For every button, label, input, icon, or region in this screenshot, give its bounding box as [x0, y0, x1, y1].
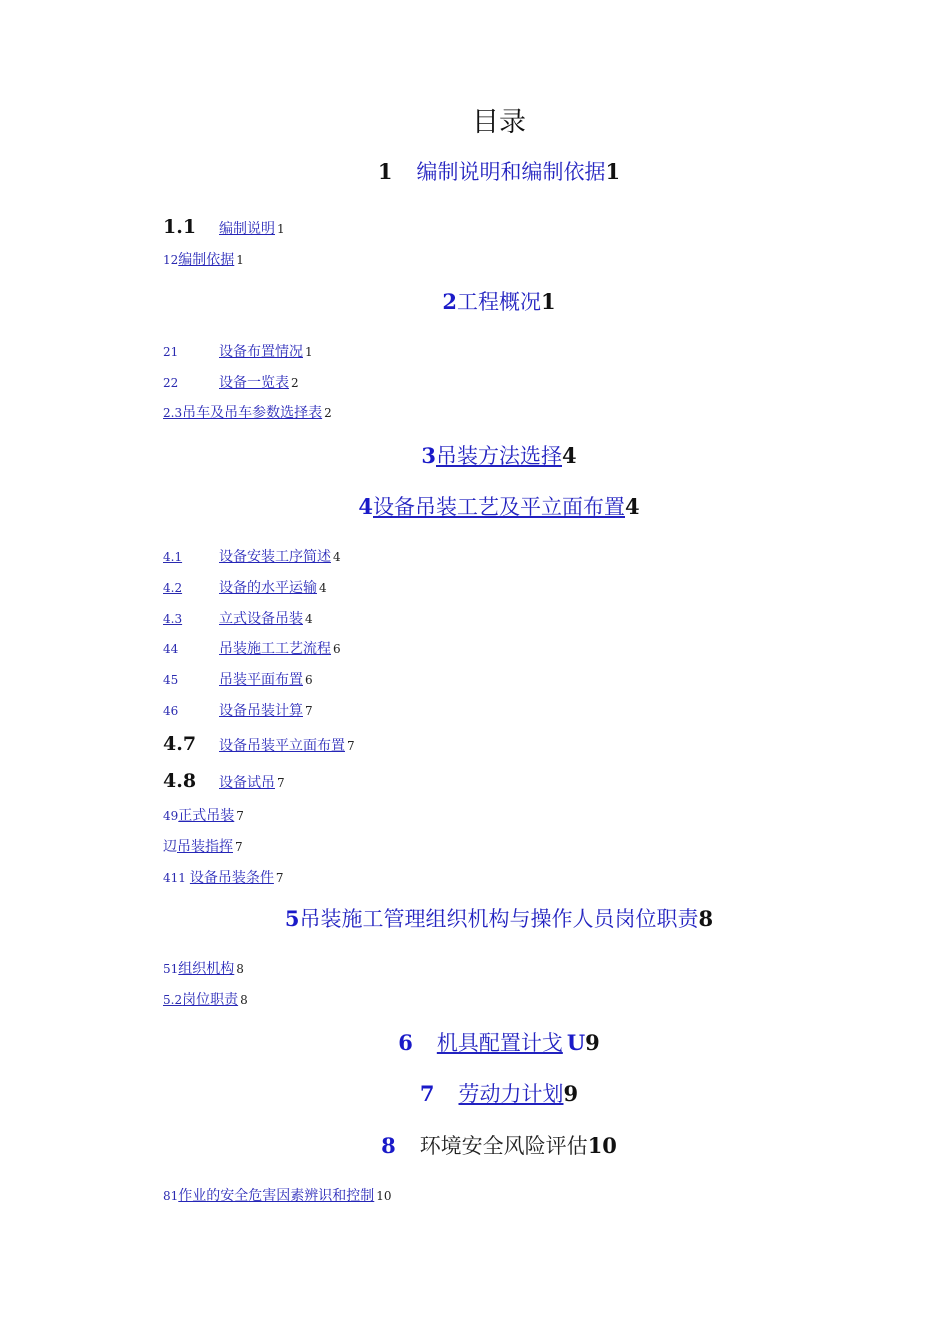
toc-entry-1[interactable]	[0, 156, 950, 186]
toc-entry-8-1[interactable]	[163, 1187, 392, 1205]
toc-entry-number: 22	[163, 376, 179, 390]
toc-entry-link[interactable]: 吊装平面布置	[219, 672, 303, 688]
toc-entry-5-1[interactable]	[163, 960, 244, 978]
toc-entry-link[interactable]: 吊车及吊车参数选择表	[182, 405, 323, 421]
toc-entry-number: 辺	[163, 839, 177, 855]
toc-entry-6[interactable]	[0, 1027, 950, 1057]
toc-entry-page: 7	[277, 776, 285, 790]
toc-entry-page: 1	[305, 345, 313, 359]
toc-entry-page: 4	[305, 612, 313, 626]
toc-entry-8[interactable]	[0, 1130, 950, 1160]
toc-entry-number: 8	[381, 1133, 396, 1158]
toc-entry-link[interactable]: 吊装指挥	[177, 839, 233, 855]
toc-entry-link[interactable]: 立式设备吊装	[219, 611, 303, 627]
toc-entry-4-10[interactable]	[163, 838, 243, 856]
toc-entry-link[interactable]: 设备吊装工艺及平立面布置	[373, 495, 625, 519]
toc-entry-page: 4	[625, 494, 640, 519]
toc-entry-2-2[interactable]	[163, 374, 299, 392]
toc-entry-number: 6	[398, 1030, 413, 1055]
toc-entry-page: 1	[605, 159, 621, 184]
toc-entry-link[interactable]: 岗位职责	[182, 992, 239, 1008]
toc-entry-link[interactable]: 机具配置计戈	[436, 1031, 563, 1055]
toc-entry-page: 6	[305, 673, 313, 687]
toc-entry-link[interactable]: 设备吊装条件	[189, 870, 274, 886]
toc-entry-7[interactable]	[0, 1078, 950, 1108]
toc-entry-page: 9	[585, 1030, 600, 1055]
toc-entry-4[interactable]	[0, 491, 950, 521]
toc-entry-4-8[interactable]	[163, 772, 285, 792]
toc-entry-link[interactable]: 设备的水平运输	[219, 580, 317, 596]
toc-entry-number: 4.7	[163, 733, 197, 755]
toc-entry-page: 4	[333, 550, 341, 564]
toc-entry-4-9[interactable]	[163, 807, 244, 825]
toc-entry-link[interactable]: 编制说明	[219, 221, 275, 237]
toc-entry-page: 7	[275, 871, 284, 885]
toc-entry-page: 8	[240, 993, 248, 1007]
toc-entry-number: 51	[163, 962, 179, 976]
toc-entry-link[interactable]: 设备一览表	[219, 375, 289, 391]
toc-entry-page: 10	[376, 1189, 392, 1203]
toc-entry-page: 7	[305, 704, 313, 718]
toc-entry-page: 8	[698, 906, 714, 931]
toc-entry-number: 1.1	[163, 216, 197, 238]
toc-entry-number: 5	[284, 906, 300, 931]
toc-entry-page: 2	[291, 376, 299, 390]
toc-entry-number: 49	[163, 809, 179, 823]
toc-entry-1-2[interactable]	[163, 251, 244, 269]
toc-entry-link[interactable]: 吊装施工工艺流程	[219, 641, 331, 657]
toc-entry-number: 12	[163, 253, 179, 267]
toc-entry-number: 45	[163, 673, 179, 687]
toc-entry-link[interactable]: 设备吊装平立面布置	[219, 738, 345, 754]
toc-entry-link[interactable]: 编制说明和编制依据	[416, 160, 606, 184]
toc-entry-number: 4.2	[163, 581, 183, 595]
toc-entry-4-3[interactable]	[163, 610, 313, 628]
toc-entry-4-6[interactable]	[163, 702, 313, 720]
toc-entry-number: 4.3	[163, 612, 183, 626]
toc-entry-link[interactable]: 劳动力计划	[458, 1082, 564, 1106]
toc-entry-page: 1	[277, 222, 285, 236]
toc-entry-link[interactable]: 设备试吊	[219, 775, 275, 791]
toc-entry-link[interactable]: 工程概况	[457, 290, 541, 314]
toc-entry-5-2[interactable]	[163, 991, 248, 1009]
toc-entry-5[interactable]	[0, 903, 950, 933]
toc-entry-page: 1	[541, 289, 556, 314]
toc-entry-link[interactable]: 正式吊装	[178, 808, 235, 824]
toc-entry-4-2[interactable]	[163, 579, 327, 597]
toc-entry-number: 4.8	[163, 770, 197, 792]
toc-entry-suffix: U	[566, 1030, 586, 1055]
toc-entry-page: 7	[347, 739, 355, 753]
toc-entry-number: 1	[377, 159, 393, 184]
toc-entry-page: 4	[562, 443, 577, 468]
toc-entry-2-1[interactable]	[163, 343, 313, 361]
toc-entry-link[interactable]: 编制依据	[178, 252, 235, 268]
toc-entry-link[interactable]: 吊装施工管理组织机构与操作人员岗位职责	[299, 907, 699, 931]
toc-entry-number: 2	[442, 289, 457, 314]
toc-entry-page: 6	[333, 642, 341, 656]
toc-entry-link[interactable]: 吊装方法选择	[436, 444, 562, 468]
toc-entry-3[interactable]	[0, 440, 950, 470]
toc-entry-number: 4	[358, 494, 373, 519]
toc-entry-number: 46	[163, 704, 179, 718]
toc-entry-4-5[interactable]	[163, 671, 313, 689]
toc-entry-number: 44	[163, 642, 179, 656]
toc-entry-number: 4.1	[163, 550, 183, 564]
toc-entry-2[interactable]	[0, 286, 950, 316]
toc-entry-link[interactable]: 组织机构	[178, 961, 235, 977]
toc-entry-number: 81	[163, 1189, 179, 1203]
toc-entry-page: 1	[236, 253, 244, 267]
toc-entry-4-7[interactable]	[163, 735, 355, 755]
toc-entry-page: 10	[587, 1133, 617, 1158]
toc-entry-4-11[interactable]	[163, 869, 284, 887]
toc-entry-page: 8	[236, 962, 244, 976]
toc-entry-link[interactable]: 环境安全风险评估	[419, 1134, 588, 1158]
toc-entry-link[interactable]: 设备安装工序简述	[219, 549, 331, 565]
toc-entry-page: 4	[319, 581, 327, 595]
toc-entry-4-1[interactable]	[163, 548, 341, 566]
toc-title: 目录	[472, 107, 526, 138]
toc-entry-page: 7	[236, 809, 244, 823]
toc-entry-page: 2	[324, 406, 332, 420]
toc-entry-number: 3	[421, 443, 436, 468]
toc-entry-link[interactable]: 作业的安全危害因素辨识和控制	[178, 1188, 375, 1204]
toc-entry-link[interactable]: 设备吊装计算	[219, 703, 303, 719]
toc-entry-number: 21	[163, 345, 179, 359]
toc-entry-number: 7	[419, 1081, 435, 1106]
toc-entry-number: 2.3	[163, 406, 183, 420]
toc-entry-page: 9	[563, 1081, 579, 1106]
toc-entry-1-1[interactable]	[163, 218, 285, 238]
toc-entry-number: 411	[163, 871, 186, 885]
toc-entry-4-4[interactable]	[163, 640, 341, 658]
toc-entry-page: 7	[235, 840, 243, 854]
toc-entry-2-3[interactable]	[163, 404, 332, 422]
toc-entry-link[interactable]: 设备布置情况	[219, 344, 303, 360]
toc-entry-number: 5.2	[163, 993, 183, 1007]
